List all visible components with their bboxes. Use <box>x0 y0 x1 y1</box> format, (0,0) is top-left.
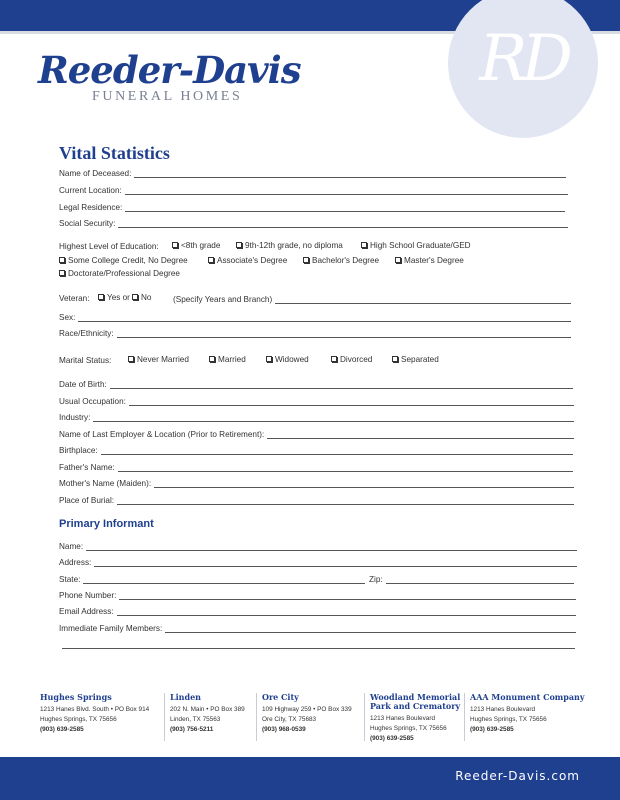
office-address-line2: Hughes Springs, TX 75656 <box>40 716 117 723</box>
office-divider <box>164 693 165 741</box>
name-of-deceased-line[interactable] <box>134 169 566 178</box>
checkbox-icon[interactable] <box>395 257 401 263</box>
education-label: Highest Level of Education: <box>59 242 159 251</box>
birthplace-field[interactable] <box>59 446 573 455</box>
informant-name-field[interactable] <box>59 542 577 551</box>
checkbox-icon[interactable] <box>266 356 272 362</box>
race-field[interactable] <box>59 329 571 338</box>
brand-logo: Reeder-Davis <box>38 48 301 92</box>
education-option-some-college[interactable]: Some College Credit, No Degree <box>59 256 188 265</box>
office-name: Ore City <box>262 692 299 702</box>
informant-zip-field[interactable] <box>369 575 574 584</box>
checkbox-icon[interactable] <box>392 356 398 362</box>
usual-occupation-field[interactable] <box>59 397 574 406</box>
marital-option-separated[interactable]: Separated <box>392 355 439 364</box>
marital-option-married[interactable]: Married <box>209 355 246 364</box>
education-option-hs[interactable]: High School Graduate/GED <box>361 241 471 250</box>
name-of-deceased-label: Name of Deceased: <box>59 169 132 178</box>
office-aaa-monument <box>470 693 590 735</box>
race-line[interactable] <box>117 329 571 338</box>
informant-zip-line[interactable] <box>386 575 574 584</box>
office-phone: (903) 756-5211 <box>170 726 214 733</box>
birthplace-label: Birthplace: <box>59 446 98 455</box>
place-of-burial-label: Place of Burial: <box>59 496 115 505</box>
education-option-master[interactable]: Master's Degree <box>395 256 464 265</box>
marital-option-widowed[interactable]: Widowed <box>266 355 309 364</box>
office-address-line1: 109 Highway 259 • PO Box 339 <box>262 706 352 713</box>
checkbox-icon[interactable] <box>172 242 178 248</box>
place-of-burial-line[interactable] <box>117 496 574 505</box>
veteran-label: Veteran: <box>59 294 90 303</box>
office-name: Woodland Memorial Park and Crematory <box>370 692 461 711</box>
sex-label: Sex: <box>59 313 76 322</box>
primary-informant-title: Primary Informant <box>59 518 154 530</box>
place-of-burial-field[interactable] <box>59 496 574 505</box>
informant-email-label: Email Address: <box>59 607 114 616</box>
industry-label: Industry: <box>59 413 91 422</box>
date-of-birth-label: Date of Birth: <box>59 380 107 389</box>
legal-residence-line[interactable] <box>125 203 565 212</box>
informant-zip-label: Zip: <box>369 575 383 584</box>
office-divider <box>464 693 465 741</box>
industry-field[interactable] <box>59 413 574 422</box>
office-address-line1: 1213 Hanes Boulevard <box>470 706 536 713</box>
office-phone: (903) 639-2585 <box>370 735 414 742</box>
industry-line[interactable] <box>93 413 574 422</box>
checkbox-icon[interactable] <box>59 257 65 263</box>
veteran-specify-label: (Specify Years and Branch) <box>173 295 273 304</box>
office-divider <box>364 693 365 741</box>
immediate-family-label: Immediate Family Members: <box>59 624 163 633</box>
fathers-name-line[interactable] <box>118 463 573 472</box>
name-of-deceased-field[interactable] <box>59 169 566 178</box>
veteran-specify-line[interactable] <box>275 295 571 304</box>
marital-option-never[interactable]: Never Married <box>128 355 189 364</box>
marital-option-divorced[interactable]: Divorced <box>331 355 372 364</box>
page-title: Vital Statistics <box>59 143 170 163</box>
office-name: Hughes Springs <box>40 692 112 702</box>
informant-phone-field[interactable] <box>59 591 576 600</box>
office-woodland-memorial <box>370 693 465 744</box>
veteran-no-option[interactable]: No <box>132 293 151 302</box>
checkbox-icon[interactable] <box>361 242 367 248</box>
social-security-field[interactable] <box>59 219 568 228</box>
informant-state-field[interactable] <box>59 575 365 584</box>
brand-tagline: FUNERAL HOMES <box>92 89 243 104</box>
social-security-line[interactable] <box>118 219 568 228</box>
immediate-family-field[interactable] <box>59 624 576 633</box>
informant-phone-line[interactable] <box>119 591 576 600</box>
checkbox-icon[interactable] <box>208 257 214 263</box>
sex-field[interactable] <box>59 313 571 322</box>
education-option-lt8[interactable]: <8th grade <box>172 241 220 250</box>
office-linden <box>170 693 255 735</box>
informant-phone-label: Phone Number: <box>59 591 117 600</box>
office-address-line2: Ore City, TX 75683 <box>262 716 317 723</box>
office-name: AAA Monument Company <box>470 692 585 702</box>
office-address-line2: Linden, TX 75563 <box>170 716 221 723</box>
office-phone: (903) 639-2585 <box>40 726 84 733</box>
checkbox-icon[interactable] <box>236 242 242 248</box>
date-of-birth-line[interactable] <box>110 380 573 389</box>
office-address-line2: Hughes Springs, TX 75656 <box>470 716 547 723</box>
fathers-name-field[interactable] <box>59 463 573 472</box>
education-option-associate[interactable]: Associate's Degree <box>208 256 287 265</box>
checkbox-icon[interactable] <box>128 356 134 362</box>
social-security-label: Social Security: <box>59 219 116 228</box>
mothers-name-line[interactable] <box>154 479 574 488</box>
office-phone: (903) 968-0539 <box>262 726 306 733</box>
informant-address-label: Address: <box>59 558 92 567</box>
fathers-name-label: Father's Name: <box>59 463 115 472</box>
monogram-text: RD <box>479 22 567 96</box>
mothers-name-field[interactable] <box>59 479 574 488</box>
education-option-doctorate[interactable]: Doctorate/Professional Degree <box>59 269 180 278</box>
current-location-line[interactable] <box>125 186 568 195</box>
checkbox-icon[interactable] <box>132 294 138 300</box>
informant-email-field[interactable] <box>59 607 576 616</box>
office-address-line1: 1213 Hanes Boulevard <box>370 715 436 722</box>
office-ore-city <box>262 693 362 735</box>
office-divider <box>256 693 257 741</box>
checkbox-icon[interactable] <box>59 270 65 276</box>
legal-residence-label: Legal Residence: <box>59 203 123 212</box>
immediate-family-line[interactable] <box>165 624 576 633</box>
legal-residence-field[interactable] <box>59 203 565 212</box>
informant-name-line[interactable] <box>86 542 577 551</box>
office-phone: (903) 639-2585 <box>470 726 514 733</box>
veteran-yes-option[interactable]: Yes or <box>98 293 130 302</box>
informant-address-field[interactable] <box>59 558 577 567</box>
last-employer-label: Name of Last Employer & Location (Prior to Retirement): <box>59 430 265 439</box>
office-hughes-springs <box>40 693 165 735</box>
informant-email-line[interactable] <box>117 607 576 616</box>
marital-status-label: Marital Status: <box>59 356 112 365</box>
office-name: Linden <box>170 692 201 702</box>
education-option-bachelor[interactable]: Bachelor's Degree <box>303 256 379 265</box>
last-employer-field[interactable] <box>59 430 574 439</box>
informant-state-line[interactable] <box>83 575 365 584</box>
checkbox-icon[interactable] <box>331 356 337 362</box>
checkbox-icon[interactable] <box>303 257 309 263</box>
sex-line[interactable] <box>78 313 571 322</box>
date-of-birth-field[interactable] <box>59 380 573 389</box>
usual-occupation-label: Usual Occupation: <box>59 397 126 406</box>
checkbox-icon[interactable] <box>98 294 104 300</box>
veteran-specify-field[interactable] <box>173 295 571 304</box>
informant-name-label: Name: <box>59 542 84 551</box>
website-link[interactable]: Reeder-Davis.com <box>455 769 580 783</box>
last-employer-line[interactable] <box>267 430 574 439</box>
extra-family-line[interactable] <box>62 648 575 649</box>
office-address-line1: 202 N. Main • PO Box 389 <box>170 706 245 713</box>
office-address-line2: Hughes Springs, TX 75656 <box>370 725 447 732</box>
race-label: Race/Ethnicity: <box>59 329 114 338</box>
informant-address-line[interactable] <box>94 558 577 567</box>
informant-state-label: State: <box>59 575 81 584</box>
birthplace-line[interactable] <box>101 446 573 455</box>
education-option-9-12[interactable]: 9th-12th grade, no diploma <box>236 241 343 250</box>
usual-occupation-line[interactable] <box>129 397 574 406</box>
current-location-label: Current Location: <box>59 186 122 195</box>
office-address-line1: 1213 Hanes Blvd. South • PO Box 914 <box>40 706 150 713</box>
checkbox-icon[interactable] <box>209 356 215 362</box>
current-location-field[interactable] <box>59 186 568 195</box>
mothers-name-label: Mother's Name (Maiden): <box>59 479 152 488</box>
